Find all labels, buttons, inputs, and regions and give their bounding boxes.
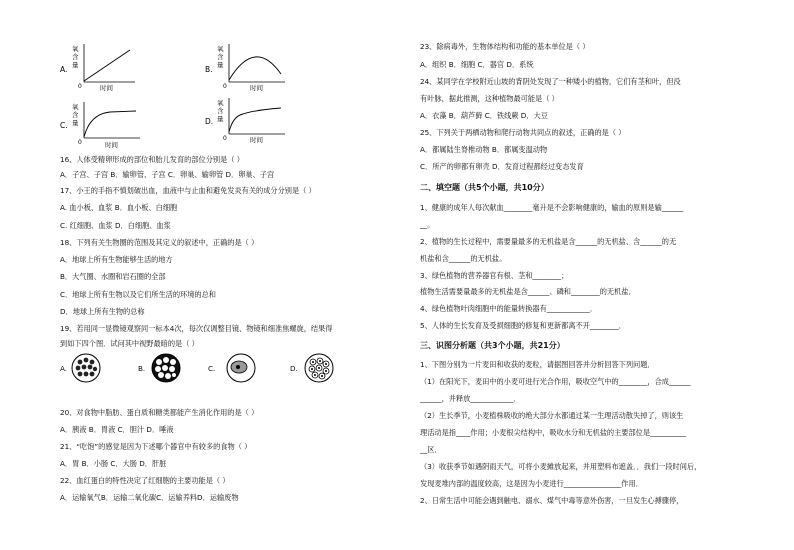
svg-text:量: 量 xyxy=(217,61,224,69)
section-2-heading: 二、填空题（共5个小题，共10分） xyxy=(420,183,549,192)
svg-text:0: 0 xyxy=(78,83,82,90)
svg-text:含: 含 xyxy=(72,111,79,119)
question-24: 24、某同学在学校附近山坡的背阴处发现了一种矮小的植物，它们有茎和叶，但没 xyxy=(420,77,681,86)
fill-5: 5、人体的生长发育及受损细胞的修复和更新都离不开________． xyxy=(420,321,626,330)
question-24-cont: 有叶脉，据此推测，这种植物最可能是（ ） xyxy=(420,94,559,103)
view-a xyxy=(70,352,102,384)
view-d-label: D. xyxy=(290,364,298,373)
question-16: 16、人体受精卵形成的部位和胎儿发育的部位分别是（ ） xyxy=(60,155,244,164)
svg-text:含: 含 xyxy=(72,53,79,61)
graph-letter: D. xyxy=(205,117,214,126)
question-19: 19、若用同一显微镜观察同一标本4次，每次仅调整目镜、物镜和细准焦螺旋，结果得 xyxy=(60,324,333,333)
graph-letter: A. xyxy=(60,65,68,74)
question-19-cont: 到如下四个图．试问其中视野最暗的是（ ） xyxy=(60,339,199,348)
view-d xyxy=(303,352,335,384)
graph-a xyxy=(60,42,155,92)
graph-question-1-part-2: （2）生长季节，小麦植株吸收的绝大部分水都通过某一生理活动散失掉了，则该生 xyxy=(420,411,684,420)
question-25-options-ab: A．都属陆生脊椎动物 B．都属变温动物 xyxy=(420,145,548,154)
question-20: 20、对食物中脂肪、蛋白质和糖类都能产生消化作用的是（ ） xyxy=(60,408,259,417)
fill-2: 2、植物的生长过程中，需要量最多的无机盐是含______的无机盐、含______的无 xyxy=(420,237,677,246)
question-17: 17、小王的手指不慎划破出血，血液中与止血和避免发炎有关的成分分别是（ ） xyxy=(60,186,316,195)
graph-d xyxy=(205,94,300,144)
graph-question-1-part-2-cont: 理活动是指____作用；小麦根尖结构中，吸收水分和无机盐的主要部位是__________ xyxy=(420,428,686,437)
svg-text:含: 含 xyxy=(217,107,224,115)
fill-1: 1、健康的成年人每次献血________毫升是不会影响健康的，输血的原则是输______ xyxy=(420,203,684,212)
view-b-label: B. xyxy=(138,364,146,373)
fill-2-cont: 机盐和含______的无机盐。 xyxy=(420,254,507,263)
question-18: 18、下列有关生物圈的范围及其定义的叙述中，正确的是（ ） xyxy=(60,238,259,247)
graph-c xyxy=(60,100,155,150)
graph-question-1-part-3-cont: 发现麦堆内部的温度较高，这是因为小麦进行________________作用． xyxy=(420,479,643,488)
fill-1-cont: __。 xyxy=(420,220,435,229)
svg-text:氧: 氧 xyxy=(72,45,79,53)
svg-text:时间: 时间 xyxy=(250,136,263,144)
question-16-options: A．子宫、子宫 B．输卵管、子宫 C．卵巢、输卵管 D．卵巢、子宫 xyxy=(60,170,275,179)
question-17-options-ab: A. 血小板、血浆 B．血小板、白细胞 xyxy=(60,203,178,212)
svg-text:量: 量 xyxy=(72,119,79,127)
view-c-label: C. xyxy=(208,364,216,373)
question-22-options: A．运输氧气B．运输二氧化碳C．运输养料D．运输废物 xyxy=(60,493,239,502)
question-25: 25、下列关于两栖动物和爬行动物共同点的叙述，正确的是（ ） xyxy=(420,128,626,137)
question-17-options-cd: C. 红细胞、血浆 D．白细胞、血浆 xyxy=(60,221,171,230)
view-c xyxy=(225,352,257,384)
fill-3: 3、绿色植物的营养器官有根、茎和________； xyxy=(420,271,569,280)
question-18-option-d: D．地球上所有生物的总称 xyxy=(60,307,145,316)
svg-text:0: 0 xyxy=(223,83,227,90)
graph-question-1-part-3: （3）收获季节如遇阴雨天气，可将小麦摊放起来，并用塑料布遮盖．．我们一段时间后， xyxy=(420,462,702,471)
question-18-option-b: B．大气圈、水圈和岩石圈的全部 xyxy=(60,272,166,281)
view-b xyxy=(150,352,182,384)
section-3-heading: 三、识图分析题（共3个小题，共21分） xyxy=(420,341,565,350)
question-20-options: A．胰液 B．胃液 C．胆汁 D．唾液 xyxy=(60,425,174,434)
graph-b xyxy=(205,42,300,92)
svg-text:时间: 时间 xyxy=(105,141,118,149)
question-18-option-c: C．地球上所有生物以及它们所生活的环境的总和 xyxy=(60,290,216,299)
microscope-views xyxy=(60,352,380,392)
svg-text:时间: 时间 xyxy=(100,84,113,92)
question-25-options-cd: C．所产的卵都有卵壳 D．发育过程都经过变态发育 xyxy=(420,162,584,171)
question-24-options: A．衣藻 B．葫芦藓 C．铁线蕨 D．大豆 xyxy=(420,111,548,120)
graph-question-1-part-1-cont: ______，并释放____________． xyxy=(420,394,521,403)
graph-letter: B. xyxy=(205,65,213,74)
svg-text:氧: 氧 xyxy=(217,99,224,107)
graph-question-1-part-2-end: __区． xyxy=(420,445,442,454)
question-21: 21、“吃饱”的感觉是因为下述哪个器官中有较多的食物（ ） xyxy=(60,442,252,451)
question-23: 23、除病毒外，生物体结构和功能的基本单位是（ ） xyxy=(420,42,590,51)
graph-letter: C. xyxy=(60,121,68,130)
question-18-option-a: A．地球上所有生物能够生活的地方 xyxy=(60,255,173,264)
fill-3-cont: 植物生活需要量最多的无机盐是含______、磷和________的无机盐． xyxy=(420,287,636,296)
svg-text:0: 0 xyxy=(223,135,227,142)
question-22: 22、血红蛋白的特性决定了红细胞的主要功能是（ ） xyxy=(60,476,230,485)
svg-text:时间: 时间 xyxy=(250,84,263,92)
svg-text:量: 量 xyxy=(72,61,79,69)
graph-question-1-part-1: （1）在阳光下，麦田中的小麦可进行光合作用，吸收空气中的________，合成______ xyxy=(420,377,691,386)
svg-text:氧: 氧 xyxy=(72,103,79,111)
fill-4: 4、绿色植物叶肉细胞中的能量转换器有____________． xyxy=(420,304,598,313)
question-21-options: A．胃 B．小肠 C．大肠 D．肝脏 xyxy=(60,459,167,468)
view-a-label: A. xyxy=(60,364,68,373)
svg-text:0: 0 xyxy=(78,139,82,146)
svg-text:含: 含 xyxy=(217,53,224,61)
graph-question-2: 2、日常生活中可能会遇到触电、溺水、煤气中毒等意外伤害，一旦发生心搏骤停， xyxy=(420,496,684,505)
svg-text:量: 量 xyxy=(217,115,224,123)
question-23-options: A．组织 B．细胞 C．器官 D．系统 xyxy=(420,60,534,69)
svg-text:氧: 氧 xyxy=(217,45,224,53)
graph-question-1: 1、下图分别为一片麦田和收获的麦粒，请据图回答并分析回答下列问题． xyxy=(420,360,655,369)
